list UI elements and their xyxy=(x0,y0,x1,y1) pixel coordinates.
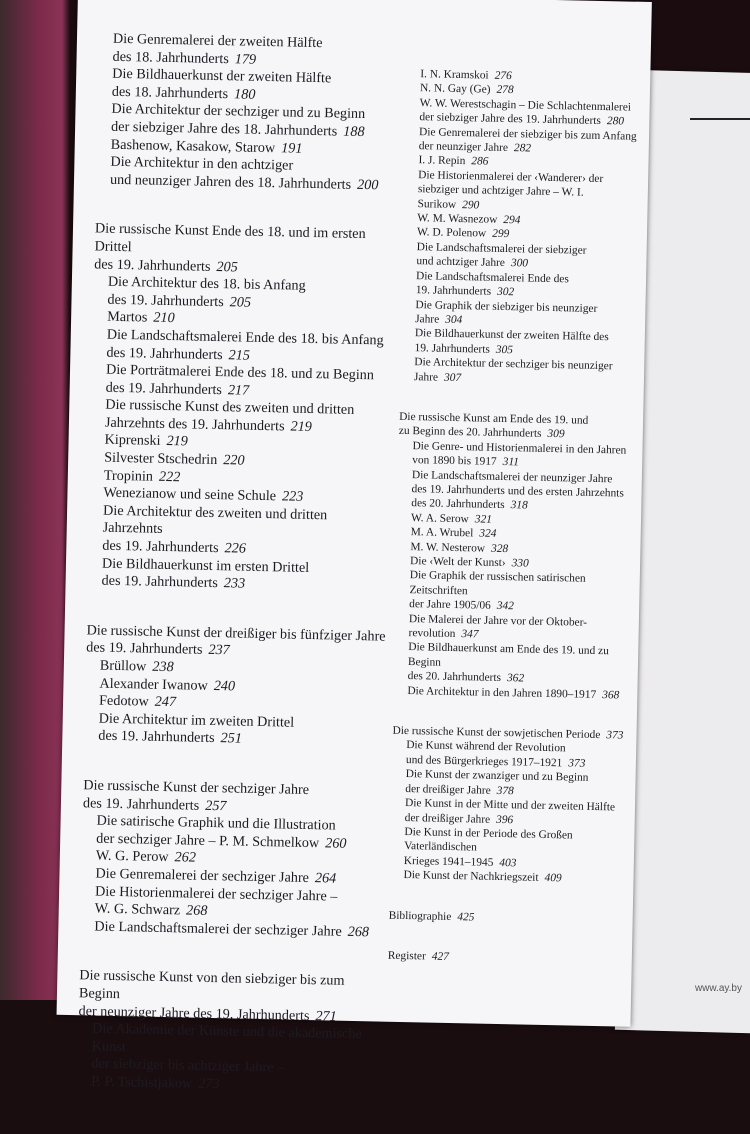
toc-page-number: 396 xyxy=(495,813,514,826)
toc-chapter-entry xyxy=(94,221,395,280)
toc-page-number: 342 xyxy=(496,600,515,613)
toc-page-number: 220 xyxy=(223,452,245,469)
toc-entry-text: Alexander Iwanow 240 xyxy=(99,675,236,695)
toc-entry-text: Die Bildhauerkunst im ersten Drittel xyxy=(101,555,310,576)
toc-section xyxy=(80,777,383,942)
toc-page-number: 200 xyxy=(356,176,379,194)
toc-subentry xyxy=(398,439,639,473)
toc-page-number: 238 xyxy=(152,658,174,676)
toc-entry-text: Die Landschaftsmalerei der neunziger Jahre xyxy=(411,468,613,485)
toc-page-number: 271 xyxy=(315,1007,337,1025)
toc-entry-text: Die Genre- und Historienmalerei in den Jahren xyxy=(412,439,627,457)
toc-entry-text: Die Kunst in der Mitte und der zweiten Hälfte xyxy=(404,797,616,814)
toc-page-number: 237 xyxy=(208,642,230,659)
toc-page-number: 286 xyxy=(471,155,489,169)
toc-subentry xyxy=(81,883,382,924)
toc-page-number: 280 xyxy=(606,115,625,128)
toc-entry-text: und achtziger Jahre 300 xyxy=(416,255,529,270)
toc-page-number: 427 xyxy=(431,950,450,963)
toc-entry-text: Die Kunst der Nachkriegszeit 409 xyxy=(403,869,562,885)
toc-entry-text: Die Architektur der sechziger bis neunziger xyxy=(414,356,613,373)
toc-section xyxy=(84,622,387,751)
toc-entry-text: Die Architektur in den achtziger xyxy=(110,153,294,174)
toc-page-number: 278 xyxy=(496,84,514,97)
toc-page-number: 179 xyxy=(234,50,257,68)
toc-entry-text: Die Landschaftsmalerei Ende des xyxy=(415,269,569,286)
toc-page-number: 321 xyxy=(474,513,493,526)
toc-page-number: 247 xyxy=(154,693,177,711)
toc-page-number: 299 xyxy=(492,228,510,241)
toc-entry-text: W. G. Schwarz 268 xyxy=(94,900,208,920)
toc-entry-text: der neunziger Jahre des 19. Jahrhunderts 271 xyxy=(78,1002,337,1025)
toc-entry-text: Die Architektur des 18. bis Anfang xyxy=(107,273,306,294)
toc-entry-text: der dreißiger Jahre 378 xyxy=(405,782,514,797)
toc-page-number: 262 xyxy=(174,849,197,867)
toc-entry-text: des 19. Jahrhunderts 251 xyxy=(98,727,243,747)
toc-page-number: 251 xyxy=(220,730,243,747)
toc-entry-text: Die Landschaftsmalerei der siebziger xyxy=(416,241,587,257)
toc-entry-text: Die russische Kunst der sowjetischen Periode 373 xyxy=(392,724,624,742)
toc-entry-text: der siebziger bis achtziger Jahre – xyxy=(91,1055,285,1076)
toc-entry-text: des 19. Jahrhunderts 205 xyxy=(94,255,238,275)
toc-subentry xyxy=(390,825,631,873)
toc-page-number: 304 xyxy=(445,313,463,327)
toc-page-number: 307 xyxy=(443,371,462,384)
toc-entry-text: und des Bürgerkrieges 1917–1921 373 xyxy=(405,753,586,770)
toc-page-number: 226 xyxy=(224,540,247,557)
toc-entry-text: des 19. Jahrhunderts 205 xyxy=(107,291,252,311)
toc-entry-text: der sechziger Jahre – P. M. Schmelkow 260 xyxy=(96,830,347,852)
toc-entry-text: der siebziger Jahre des 18. Jahrhunderts 188 xyxy=(110,118,365,140)
facing-page-rule xyxy=(690,118,750,120)
toc-subentry xyxy=(97,101,398,160)
toc-section xyxy=(77,968,380,1097)
toc-chapter-entry xyxy=(389,908,629,927)
toc-entry-text: Die Bildhauerkunst der zweiten Hälfte xyxy=(112,65,332,87)
toc-entry-text: P. P. Tschistjakow 273 xyxy=(90,1073,220,1093)
toc-entry-text: der Jahre 1905/06 342 xyxy=(409,598,515,613)
toc-entry-text: M. W. Nesterow 328 xyxy=(410,540,509,555)
toc-subentry xyxy=(397,467,638,515)
toc-entry-text: Kiprenski 219 xyxy=(104,432,188,450)
toc-page-number: 219 xyxy=(166,433,188,450)
toc-page-number: 378 xyxy=(496,784,514,797)
toc-entry-text: Die Landschaftsmalerei der sechziger Jahre 268 xyxy=(94,918,370,941)
toc-page-number: 210 xyxy=(153,309,175,327)
toc-page-number: 294 xyxy=(503,214,521,227)
toc-page-number: 368 xyxy=(602,688,620,702)
toc-entry-text: I. N. Kramskoi 276 xyxy=(420,68,512,83)
toc-entry-text: zu Beginn des 20. Jahrhunderts 309 xyxy=(398,425,565,441)
toc-entry-text: Die Akademie der Künste und die akademische Kunst xyxy=(91,1020,362,1055)
toc-subentry xyxy=(77,1020,378,1097)
toc-subentry xyxy=(395,568,636,616)
toc-entry-text: Die Malerei der Jahre vor der Oktober- xyxy=(408,612,588,629)
toc-page-number: 305 xyxy=(495,343,514,356)
toc-subentry xyxy=(403,168,644,216)
toc-page-number: 219 xyxy=(290,418,313,435)
toc-page-number: 328 xyxy=(490,542,509,555)
toc-page-number: 373 xyxy=(606,729,624,742)
toc-page-number: 347 xyxy=(461,628,479,641)
toc-page-number: 217 xyxy=(227,381,250,399)
toc-entry-text: Bibliographie 425 xyxy=(388,909,475,924)
toc-entry-text: Tropinin 222 xyxy=(103,467,181,485)
toc-entry-text: Die Graphik der russischen satirischen Zeitschriften xyxy=(409,569,586,598)
toc-entry-text: von 1890 bis 1917 311 xyxy=(412,454,520,469)
toc-page-number: 282 xyxy=(513,142,532,155)
toc-entry-text: W. G. Perow 262 xyxy=(95,847,197,867)
toc-entry-text: der siebziger Jahre des 19. Jahrhunderts 280 xyxy=(419,111,625,128)
toc-section xyxy=(388,949,628,968)
toc-subentry xyxy=(402,240,643,274)
toc-page-number: 215 xyxy=(228,346,251,364)
toc-entry-text: W. A. Serow 321 xyxy=(410,511,493,526)
toc-entry-text: Martos 210 xyxy=(106,308,175,327)
toc-entry-text: Die russische Kunst Ende des 18. und im ersten Drittel xyxy=(94,220,366,256)
toc-entry-text: Krieges 1941–1945 403 xyxy=(403,854,517,870)
toc-page-number: 290 xyxy=(462,198,480,212)
toc-chapter-entry xyxy=(78,968,379,1027)
toc-entry-text: 19. Jahrhunderts 305 xyxy=(414,341,514,356)
toc-section xyxy=(389,724,632,887)
toc-page-number: 260 xyxy=(325,835,347,852)
toc-entry-text: Die russische Kunst des zweiten und dritten xyxy=(105,396,355,419)
toc-page-number: 300 xyxy=(510,257,529,270)
toc-entry-text: des 19. Jahrhunderts 257 xyxy=(82,794,227,814)
watermark-text: www.ay.by xyxy=(694,983,742,994)
toc-entry-text: Die russische Kunst von den siebziger bis zum Beginn xyxy=(78,967,345,1003)
toc-entry-text: des 19. Jahrhunderts und des ersten Jahrzehnts xyxy=(411,483,624,500)
toc-entry-text: W. W. Werestschagin – Die Schlachtenmalerei xyxy=(419,96,632,114)
toc-subentry xyxy=(405,96,646,130)
toc-subentry xyxy=(88,502,389,561)
toc-entry-text: Die Kunst der zwanziger und zu Beginn xyxy=(405,768,589,785)
toc-left-column xyxy=(76,30,399,1129)
toc-page-number: 309 xyxy=(547,428,565,441)
toc-chapter-entry xyxy=(399,410,640,444)
toc-entry-text: des 19. Jahrhunderts 226 xyxy=(102,537,247,557)
toc-entry-text: des 19. Jahrhunderts 233 xyxy=(101,572,246,592)
toc-entry-text: Die Historienmalerei der ‹Wanderer› der xyxy=(418,169,604,185)
toc-entry-text: Die Porträtmalerei Ende des 18. und zu Beginn xyxy=(105,361,375,384)
toc-page-number: 273 xyxy=(198,1075,220,1093)
toc-page-number: 268 xyxy=(347,923,370,941)
toc-entry-text: des 20. Jahrhunderts 318 xyxy=(411,497,528,512)
toc-page-number: 188 xyxy=(343,123,365,140)
toc-page-number: 276 xyxy=(494,69,512,83)
toc-page-number: 191 xyxy=(281,139,303,157)
toc-entry-text: I. J. Repin 286 xyxy=(418,154,489,169)
toc-entry-text: Die Genremalerei der sechziger Jahre 264 xyxy=(95,865,337,887)
toc-entry-text: des 19. Jahrhunderts 217 xyxy=(105,379,250,399)
toc-page-number: 222 xyxy=(158,468,181,485)
toc-entry-text: Die ‹Welt der Kunst› 330 xyxy=(409,555,529,570)
toc-entry-text: Die Historienmalerei der sechziger Jahre – xyxy=(94,883,338,905)
toc-entry-text: Die Architektur in den Jahren 1890–1917 368 xyxy=(407,684,620,702)
toc-subentry xyxy=(402,269,643,303)
toc-subentry xyxy=(96,154,397,195)
toc-entry-text: Die russische Kunst der dreißiger bis fünfziger Jahre xyxy=(86,622,386,645)
toc-entry-text: W. M. Wasnezow 294 xyxy=(417,212,521,227)
toc-page-number: 268 xyxy=(185,902,208,920)
toc-entry-text: des 19. Jahrhunderts 215 xyxy=(106,344,251,364)
toc-page-number: 425 xyxy=(457,910,475,924)
toc-page-number: 180 xyxy=(233,86,256,103)
toc-entry-text: Silvester Stschedrin 220 xyxy=(104,449,245,469)
toc-page-number: 403 xyxy=(499,856,517,870)
toc-entry-text: Die satirische Graphik und die Illustration xyxy=(96,812,336,834)
toc-entry-text: des 19. Jahrhunderts 237 xyxy=(86,639,230,659)
toc-section xyxy=(96,30,399,195)
toc-entry-text: der neunziger Jahre 282 xyxy=(418,140,532,155)
toc-section xyxy=(87,221,395,597)
toc-entry-text: Die Kunst während der Revolution xyxy=(406,739,566,755)
toc-page-number: 264 xyxy=(314,870,337,887)
toc-page-number: 302 xyxy=(496,285,515,299)
toc-entry-text: siebziger und achtziger Jahre – W. I. Surikow 290 xyxy=(417,183,584,212)
toc-subentry xyxy=(394,640,635,688)
toc-entry-text: M. A. Wrubel 324 xyxy=(410,526,497,541)
toc-page-number: 233 xyxy=(223,575,246,592)
toc-page-number: 223 xyxy=(281,488,304,506)
toc-entry-text: des 18. Jahrhunderts 180 xyxy=(111,83,256,103)
toc-entry-text: Die russische Kunst am Ende des 19. und xyxy=(399,410,589,427)
toc-entry-text: Die Bildhauerkunst der zweiten Hälfte des xyxy=(414,327,609,344)
toc-chapter-entry xyxy=(388,949,628,968)
toc-subentry xyxy=(84,710,385,751)
toc-page-number: 240 xyxy=(213,677,236,695)
toc-entry-text: Die Architektur im zweiten Drittel xyxy=(98,710,295,731)
toc-page-number: 409 xyxy=(544,872,562,885)
toc-entry-text: des 18. Jahrhunderts 179 xyxy=(112,48,257,68)
toc-section xyxy=(393,410,639,703)
toc-page xyxy=(57,0,652,1093)
toc-entry-text: Bashenow, Kasakow, Starow 191 xyxy=(110,136,303,157)
toc-page-number: 324 xyxy=(479,527,497,541)
toc-entry-text: Die Bildhauerkunst am Ende des 19. und zu Beginn xyxy=(407,641,609,669)
toc-entry-text: der dreißiger Jahre 396 xyxy=(404,811,514,826)
toc-page-number: 362 xyxy=(506,672,525,685)
toc-entry-text: und neunziger Jahren des 18. Jahrhunderts 200 xyxy=(109,171,379,194)
toc-entry-text: Die Landschaftsmalerei Ende des 18. bis Anfang xyxy=(106,326,384,349)
toc-subentry xyxy=(400,355,641,389)
toc-page-number: 205 xyxy=(229,293,252,311)
toc-entry-text: 19. Jahrhunderts 302 xyxy=(415,284,515,299)
toc-entry-text: Die Genremalerei der siebziger bis zum Anfang xyxy=(418,125,637,143)
toc-section xyxy=(400,67,647,389)
toc-entry-text: Die Architektur des zweiten und dritten Jahrzehnts xyxy=(102,502,328,538)
toc-entry-text: revolution 347 xyxy=(408,627,479,641)
toc-entry-text: Fedotow 247 xyxy=(98,692,177,711)
toc-entry-text: N. N. Gay (Ge) 278 xyxy=(419,82,514,97)
toc-page-number: 330 xyxy=(511,557,529,570)
toc-entry-text: Die Graphik der siebziger bis neunziger Jahre 304 xyxy=(415,298,598,327)
toc-section xyxy=(389,908,629,927)
toc-page-number: 373 xyxy=(568,757,586,770)
toc-entry-text: Jahrzehnts des 19. Jahrhunderts 219 xyxy=(104,414,313,435)
toc-entry-text: Brüllow 238 xyxy=(99,657,174,676)
toc-page-number: 205 xyxy=(216,258,238,275)
toc-entry-text: Jahre 307 xyxy=(413,370,462,384)
toc-entry-text: Die Kunst in der Periode des Großen Vaterländischen xyxy=(404,825,573,854)
toc-page-number: 311 xyxy=(502,456,520,469)
toc-page-number: 318 xyxy=(510,499,528,512)
toc-entry-text: Die russische Kunst der sechziger Jahre xyxy=(83,777,310,798)
toc-entry-text: des 20. Jahrhunderts 362 xyxy=(407,670,525,685)
toc-page-number: 257 xyxy=(205,797,227,814)
toc-subentry xyxy=(87,555,388,596)
toc-entry-text: Die Architektur der sechziger und zu Beginn xyxy=(111,101,366,123)
toc-entry-text: Wenezianow und seine Schule 223 xyxy=(103,484,304,506)
toc-entry-text: Register 427 xyxy=(387,949,450,963)
toc-entry-text: Die Genremalerei der zweiten Hälfte xyxy=(112,30,323,52)
toc-entry-text: W. D. Polenow 299 xyxy=(416,226,510,241)
toc-right-column xyxy=(387,67,646,994)
